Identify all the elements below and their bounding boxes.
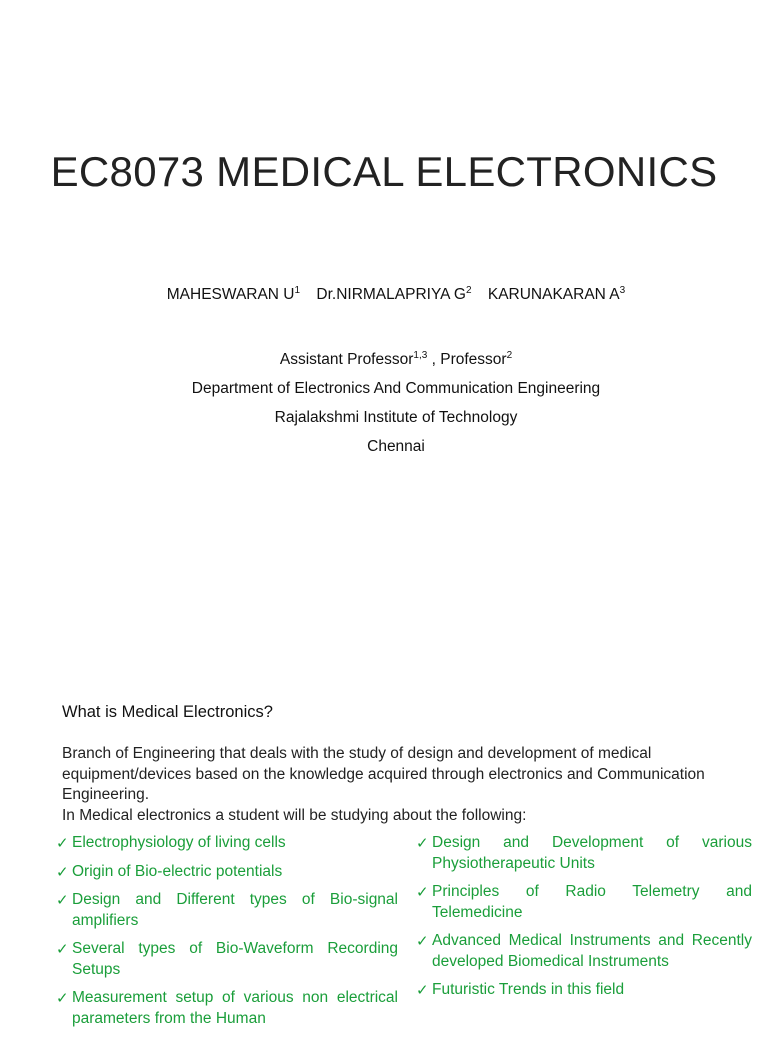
list-item: ✓ Electrophysiology of living cells	[56, 834, 286, 852]
checkmark-icon: ✓	[56, 862, 69, 881]
list-item: ✓ Advanced Medical Instruments and Recently developed Biomedical Instruments	[416, 932, 752, 970]
checkmark-icon: ✓	[56, 834, 69, 852]
slide-title: EC8073 MEDICAL ELECTRONICS	[50, 148, 718, 195]
institute-line: Rajalakshmi Institute of Technology	[274, 409, 518, 427]
author-2: Dr.NIRMALAPRIYA $G^2$	[316, 285, 472, 304]
affiliation-block	[0, 341, 768, 461]
list-item: ✓ Principles of Radio Telemetry and Telemedicine	[416, 883, 752, 921]
checkmark-icon: ✓	[56, 940, 69, 958]
list-item: ✓ Measurement setup of various non electrical parameters from the Human	[56, 989, 398, 1027]
author-3: KARUNAKARAN $A^3$	[487, 285, 626, 304]
definition-text: Branch of Engineering that deals with the study of design and development of medical equipment/devices based on the knowledge acquired through electronics and Communication Engineering.	[62, 745, 705, 803]
checkmark-icon: ✓	[416, 883, 429, 901]
list-item: ✓ Origin of Bio-electric potentials	[56, 862, 283, 881]
list-item: ✓ Design and Development of various Physiotherapeutic Units	[416, 834, 752, 872]
designation-line: Assistant Professor$^{1,3}$ , Professor$^2$	[279, 350, 513, 369]
study-intro-text: In Medical electronics a student will be studying about the following:	[62, 806, 527, 824]
checkmark-icon: ✓	[56, 891, 69, 909]
list-item: ✓ Several types of Bio-Waveform Recording Setups	[56, 940, 398, 978]
checkmark-icon: ✓	[56, 989, 69, 1007]
list-item: ✓ Design and Different types of Bio-signal amplifiers	[56, 891, 398, 929]
intro-paragraph	[62, 744, 742, 826]
topic-list-left	[56, 833, 396, 1037]
section-heading: What is Medical Electronics?	[62, 703, 273, 721]
city-line: Chennai	[367, 438, 425, 456]
checkmark-icon: ✓	[416, 834, 429, 852]
author-1: MAHESWARAN $U^1$	[166, 285, 301, 304]
department-line: Department of Electronics And Communication Engineering	[191, 380, 601, 398]
checkmark-icon: ✓	[416, 932, 429, 950]
topic-list-right	[416, 833, 756, 1009]
author-list	[0, 285, 768, 304]
checkmark-icon: ✓	[416, 981, 429, 999]
list-item: ✓ Futuristic Trends in this field	[416, 981, 625, 999]
